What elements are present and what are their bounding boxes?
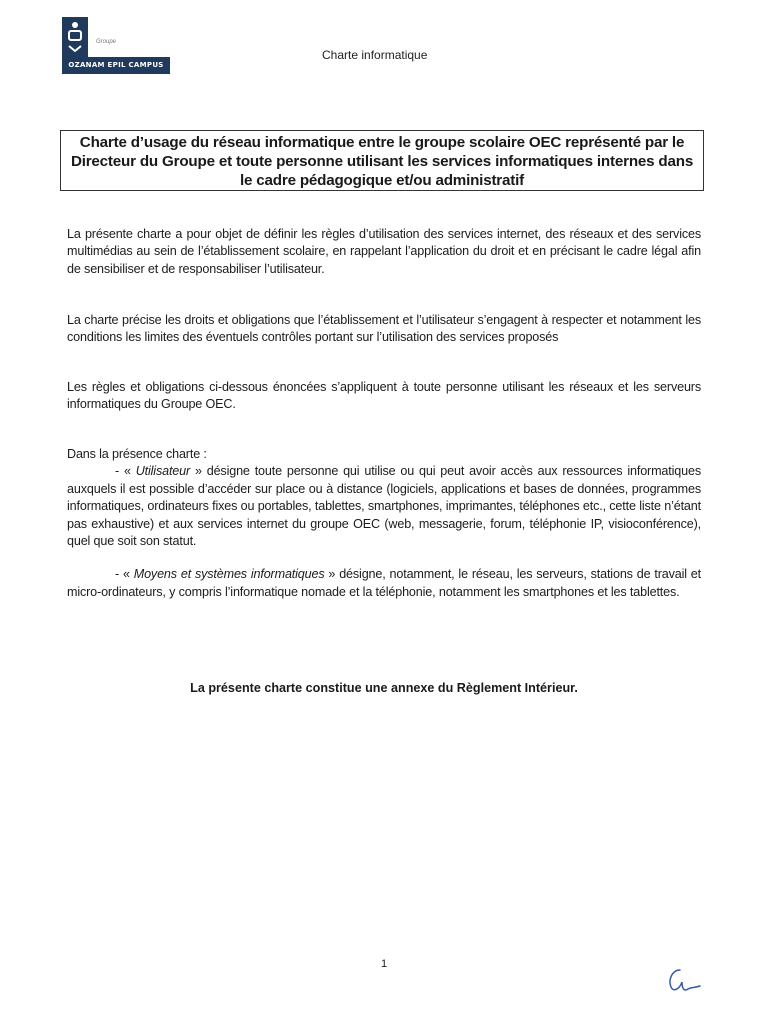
definition-moyens xyxy=(67,566,701,601)
page-number: 1 xyxy=(380,958,388,970)
logo-mark-icon xyxy=(66,19,84,55)
definition-term: Moyens et systèmes informatiques xyxy=(133,567,325,582)
paragraph-purpose-text: La présente charte a pour objet de définir les règles d’utilisation des services internet, des réseaux et des services multimédias au sein de l’établissement scolaire, en rappelant l’application du droit et en précisant le cadre légal afin de sensibiliser et de responsabiliser l’utilisateur. xyxy=(67,227,701,276)
logo-band-text: OZANAM EPIL CAMPUS xyxy=(62,57,170,74)
handwritten-initials xyxy=(664,962,704,996)
paragraph-purpose xyxy=(67,226,701,278)
document-title-box: Charte d’usage du réseau informatique entre le groupe scolaire OEC représenté par le Directeur du Groupe et toute personne utilisant les services informatiques internes dans le cadre pédagogique et/ou administratif xyxy=(60,130,704,191)
definition-term: Utilisateur xyxy=(135,464,191,479)
paragraph-definitions xyxy=(67,446,701,601)
definition-text: » désigne, notamment, le réseau, les serveurs, stations de travail et micro-ordinateurs, y compris l’informatique nomade et la téléphonie, notamment les smartphones et les tablettes. xyxy=(67,567,701,599)
annex-statement: La présente charte constitue une annexe du Règlement Intérieur. xyxy=(190,681,578,695)
definition-prefix: - « xyxy=(115,464,136,479)
logo-groupe-text: Groupe xyxy=(96,39,117,45)
definition-utilisateur xyxy=(67,463,701,550)
paragraph-rights-text: La charte précise les droits et obligations que l’établissement et l’utilisateur s’engagent à respecter et notamment les conditions les limites des éventuels contrôles portant sur l’utilisation des services proposés xyxy=(67,313,701,345)
definitions-intro: Dans la présence charte : xyxy=(67,447,207,461)
ozanam-logo xyxy=(62,17,170,74)
definition-text: » désigne toute personne qui utilise ou qui peut avoir accès aux ressources informatiques auxquels il est possible d’accéder sur place ou à distance (logiciels, applications et bases de données, programmes informatiques, ordinateurs fixes ou portables, tablettes, smartphones, imprimantes, téléphones etc., cette liste n’étant pas exhaustive) et aux services internet du groupe OEC (web, messagerie, forum, téléphonie IP, visioconférence), quel que soit son statut. xyxy=(67,464,701,549)
header-title: Charte informatique xyxy=(322,48,428,62)
definition-prefix: - « xyxy=(115,567,134,582)
paragraph-rights xyxy=(67,312,701,347)
paragraph-rules xyxy=(67,379,701,414)
paragraph-rules-text: Les règles et obligations ci-dessous énoncées s’appliquent à toute personne utilisant les réseaux et les serveurs informatiques du Groupe OEC. xyxy=(67,380,701,412)
